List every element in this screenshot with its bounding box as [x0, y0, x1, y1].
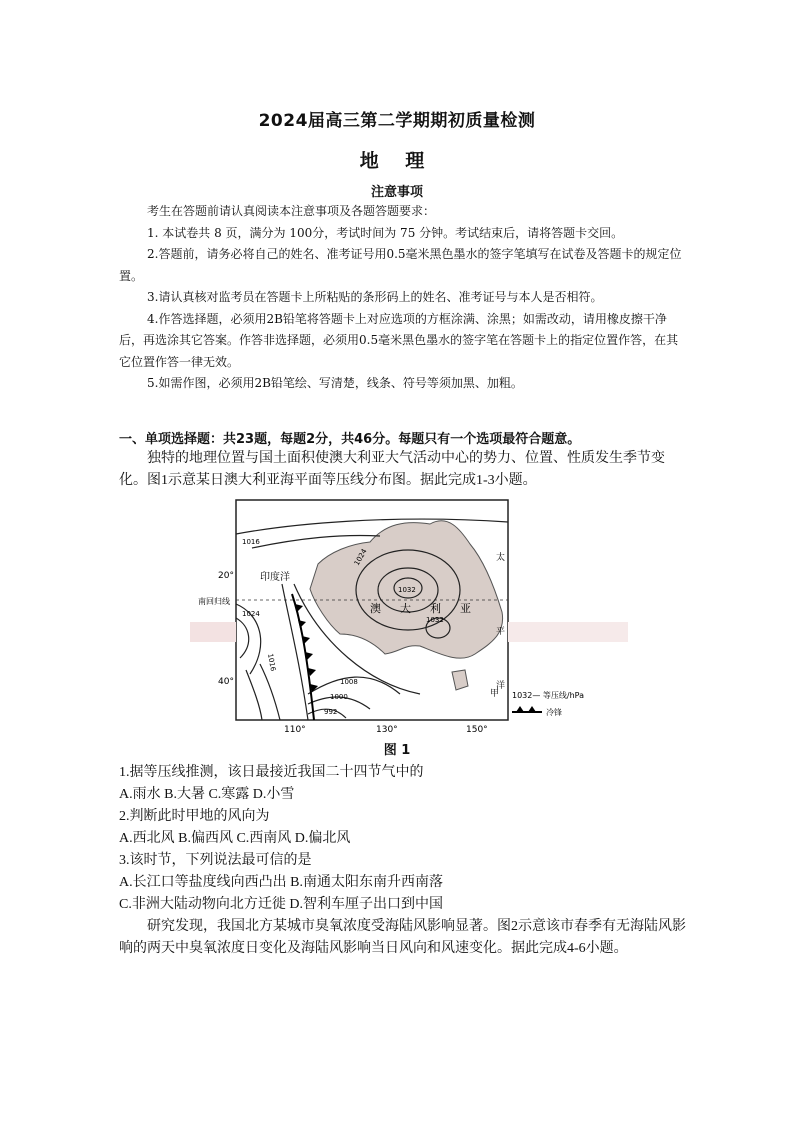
section-heading: 一、单项选择题：共23题，每题2分，共46分。每题只有一个选项最符合题意。: [119, 432, 581, 447]
isobar-label: 1016: [266, 652, 278, 672]
notice-line: 3.请认真核对监考员在答题卡上所粘贴的条形码上的姓名、准考证号与本人是否相符。: [147, 290, 603, 304]
isobar-label: 1032: [398, 586, 416, 594]
isobar-label: 1008: [340, 678, 358, 686]
place-label: 南回归线: [198, 597, 230, 606]
legend-front: 冷锋: [546, 708, 562, 717]
isobar-map-figure: [190, 494, 630, 758]
intro-paragraph-2: [119, 916, 689, 960]
option-line: A.长江口等盐度线向西凸出 B.南通太阳东南升西南落: [119, 875, 443, 890]
exam-title: 2024届高三第二学期期初质量检测: [258, 111, 536, 131]
lon-label: 110°: [284, 725, 306, 735]
isobar-label: 1032: [426, 616, 444, 624]
legend-isobar: 1032— 等压线/hPa: [512, 691, 585, 700]
notice-line: 考生在答题前请认真阅读本注意事项及各题答题要求：: [147, 204, 436, 218]
place-label: 大: [400, 602, 411, 615]
notice-line: 4.作答选择题，必须用2B铅笔将答题卡上对应选项的方框涂满、涂黑；如需改动，请用橡皮擦干净后，再选涂其它答案。作答非选择题，必须用0.5毫米黑色墨水的签字笔在答题卡上的指定位置作答，在其它位置作答一律无效。: [119, 311, 679, 369]
isobar-label: 1000: [330, 693, 348, 701]
option-line: C.非洲大陆动物向北方迁徙 D.智利车厘子出口到中国: [119, 897, 443, 912]
place-label: 平: [496, 627, 506, 637]
place-label: 太: [496, 553, 506, 563]
place-label: 洋: [496, 681, 506, 691]
lat-label: 20°: [218, 571, 234, 581]
subject-title: 地 理: [359, 150, 435, 172]
questions-1-3: [119, 762, 679, 916]
question-line: 1.据等压线推测，该日最接近我国二十四节气中的: [119, 765, 424, 780]
isobar-label: 1024: [242, 610, 260, 618]
scan-smudge: [508, 622, 628, 642]
option-line: A.西北风 B.偏西风 C.西南风 D.偏北风: [119, 831, 351, 846]
place-label: 亚: [460, 602, 471, 615]
place-label: 利: [430, 602, 441, 615]
intro-paragraph-1: [119, 448, 689, 492]
lon-label: 150°: [466, 725, 488, 735]
place-label: 澳: [370, 602, 381, 615]
place-label: 印度洋: [260, 572, 290, 583]
isobar-label: 1024: [352, 547, 369, 567]
question-line: 2.判断此时甲地的风向为: [119, 809, 270, 824]
option-line: A.雨水 B.大暑 C.寒露 D.小雪: [119, 787, 295, 802]
notice-line: 1. 本试卷共 8 页，满分为 100分，考试时间为 75 分钟。考试结束后，请将答题卡交回。: [147, 225, 624, 240]
lat-label: 40°: [218, 677, 234, 687]
question-line: 3.该时节，下列说法最可信的是: [119, 853, 312, 868]
notice-block: [119, 201, 685, 395]
isobar-label: 992: [324, 708, 338, 716]
intro-text: 研究发现，我国北方某城市臭氧浓度受海陆风影响显著。图2示意该市春季有无海陆风影响的两天中臭氧浓度日变化及海陆风影响当日风向和风速变化。据此完成4-6小题。: [119, 919, 686, 956]
notice-line: 2.答题前，请务必将自己的姓名、准考证号用0.5毫米黑色墨水的签字笔填写在试卷及答题卡的规定位置。: [119, 247, 682, 283]
notice-line: 5.如需作图，必须用2B铅笔绘、写清楚，线条、符号等须加黑、加粗。: [147, 376, 523, 390]
scan-smudge: [190, 622, 236, 642]
figure-caption: 图 1: [383, 743, 411, 758]
intro-text: 独特的地理位置与国土面积使澳大利亚大气活动中心的势力、位置、性质发生季节变化。图1示意某日澳大利亚海平面等压线分布图。据此完成1-3小题。: [119, 451, 665, 488]
isobar-label: 1016: [242, 538, 260, 546]
place-label: 甲: [490, 689, 500, 699]
notice-heading: 注意事项: [370, 185, 423, 200]
lon-label: 130°: [376, 725, 398, 735]
